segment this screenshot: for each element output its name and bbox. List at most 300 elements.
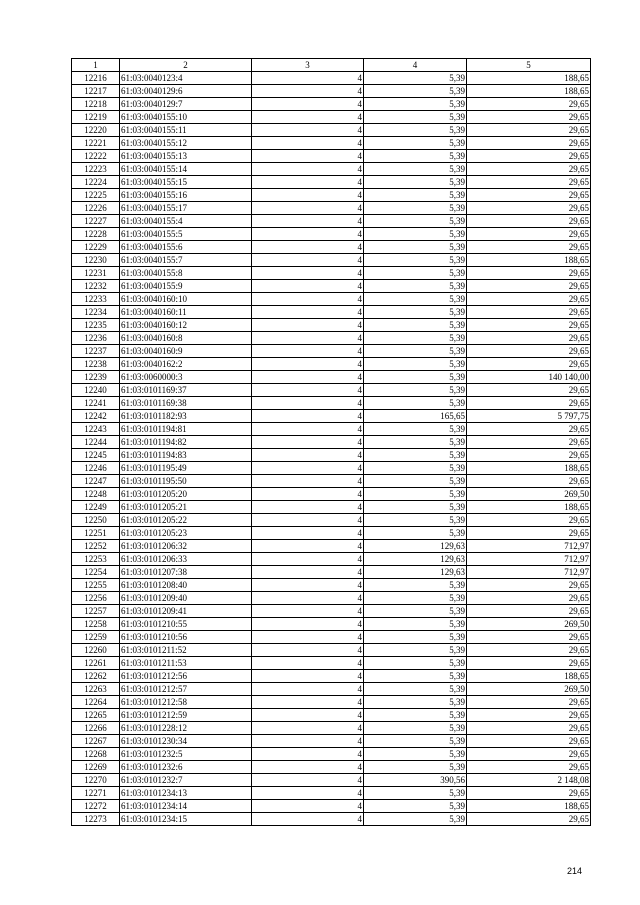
cadastral-number-cell: 61:03:0040155:17 bbox=[120, 202, 252, 215]
table-row bbox=[72, 384, 591, 397]
column-4-cell: 5,39 bbox=[364, 228, 467, 241]
column-4-cell: 5,39 bbox=[364, 345, 467, 358]
table-row bbox=[72, 644, 591, 657]
column-4-cell: 5,39 bbox=[364, 436, 467, 449]
table-row bbox=[72, 345, 591, 358]
cadastral-number-cell: 61:03:0101210:56 bbox=[120, 631, 252, 644]
cadastral-number-cell: 61:03:0101234:14 bbox=[120, 800, 252, 813]
row-number-cell: 12222 bbox=[72, 150, 120, 163]
row-number-cell: 12233 bbox=[72, 293, 120, 306]
table-row bbox=[72, 202, 591, 215]
cadastral-number-cell: 61:03:0101211:53 bbox=[120, 657, 252, 670]
cadastral-number-cell: 61:03:0101232:6 bbox=[120, 761, 252, 774]
column-5-cell: 29,65 bbox=[467, 722, 591, 735]
cadastral-number-cell: 61:03:0101209:40 bbox=[120, 592, 252, 605]
table-row bbox=[72, 657, 591, 670]
row-number-cell: 12221 bbox=[72, 137, 120, 150]
table-row bbox=[72, 436, 591, 449]
column-3-cell: 4 bbox=[252, 202, 364, 215]
column-3-cell: 4 bbox=[252, 215, 364, 228]
column-4-cell: 5,39 bbox=[364, 332, 467, 345]
column-3-cell: 4 bbox=[252, 293, 364, 306]
table-row bbox=[72, 527, 591, 540]
column-3-cell: 4 bbox=[252, 384, 364, 397]
column-5-cell: 29,65 bbox=[467, 579, 591, 592]
cadastral-number-cell: 61:03:0040155:9 bbox=[120, 280, 252, 293]
column-4-cell: 5,39 bbox=[364, 709, 467, 722]
column-3-cell: 4 bbox=[252, 254, 364, 267]
column-4-cell: 5,39 bbox=[364, 605, 467, 618]
cadastral-number-cell: 61:03:0040160:10 bbox=[120, 293, 252, 306]
column-4-cell: 5,39 bbox=[364, 319, 467, 332]
row-number-cell: 12249 bbox=[72, 501, 120, 514]
column-4-cell: 390,56 bbox=[364, 774, 467, 787]
column-4-cell: 5,39 bbox=[364, 618, 467, 631]
cadastral-number-cell: 61:03:0101232:7 bbox=[120, 774, 252, 787]
row-number-cell: 12273 bbox=[72, 813, 120, 826]
table-row bbox=[72, 267, 591, 280]
column-4-cell: 5,39 bbox=[364, 683, 467, 696]
row-number-cell: 12270 bbox=[72, 774, 120, 787]
table-row bbox=[72, 124, 591, 137]
column-3-cell: 4 bbox=[252, 501, 364, 514]
column-4-cell: 5,39 bbox=[364, 514, 467, 527]
column-5-cell: 29,65 bbox=[467, 631, 591, 644]
column-3-cell: 4 bbox=[252, 241, 364, 254]
table-row bbox=[72, 553, 591, 566]
table-row bbox=[72, 800, 591, 813]
row-number-cell: 12231 bbox=[72, 267, 120, 280]
column-4-cell: 5,39 bbox=[364, 293, 467, 306]
table-row bbox=[72, 631, 591, 644]
cadastral-number-cell: 61:03:0101212:57 bbox=[120, 683, 252, 696]
cadastral-number-cell: 61:03:0101207:38 bbox=[120, 566, 252, 579]
row-number-cell: 12268 bbox=[72, 748, 120, 761]
table-row bbox=[72, 501, 591, 514]
column-3-cell: 4 bbox=[252, 267, 364, 280]
column-4-cell: 5,39 bbox=[364, 254, 467, 267]
cadastral-number-cell: 61:03:0101232:5 bbox=[120, 748, 252, 761]
column-4-cell: 5,39 bbox=[364, 267, 467, 280]
column-3-cell: 4 bbox=[252, 683, 364, 696]
cadastral-number-cell: 61:03:0101195:49 bbox=[120, 462, 252, 475]
column-3-cell: 4 bbox=[252, 436, 364, 449]
table-row bbox=[72, 228, 591, 241]
table-row bbox=[72, 397, 591, 410]
column-4-cell: 5,39 bbox=[364, 85, 467, 98]
cadastral-number-cell: 61:03:0040155:6 bbox=[120, 241, 252, 254]
column-5-cell: 29,65 bbox=[467, 449, 591, 462]
column-3-cell: 4 bbox=[252, 176, 364, 189]
cadastral-number-cell: 61:03:0101195:50 bbox=[120, 475, 252, 488]
column-4-cell: 5,39 bbox=[364, 280, 467, 293]
column-5-cell: 188,65 bbox=[467, 462, 591, 475]
row-number-cell: 12259 bbox=[72, 631, 120, 644]
row-number-cell: 12239 bbox=[72, 371, 120, 384]
column-3-cell: 4 bbox=[252, 98, 364, 111]
row-number-cell: 12248 bbox=[72, 488, 120, 501]
column-5-cell: 29,65 bbox=[467, 644, 591, 657]
column-3-cell: 4 bbox=[252, 488, 364, 501]
row-number-cell: 12238 bbox=[72, 358, 120, 371]
cadastral-number-cell: 61:03:0101194:82 bbox=[120, 436, 252, 449]
column-5-cell: 29,65 bbox=[467, 189, 591, 202]
cadastral-number-cell: 61:03:0040160:8 bbox=[120, 332, 252, 345]
column-5-cell: 269,50 bbox=[467, 488, 591, 501]
row-number-cell: 12224 bbox=[72, 176, 120, 189]
row-number-cell: 12254 bbox=[72, 566, 120, 579]
column-4-cell: 5,39 bbox=[364, 475, 467, 488]
column-5-cell: 29,65 bbox=[467, 176, 591, 189]
row-number-cell: 12266 bbox=[72, 722, 120, 735]
column-5-cell: 29,65 bbox=[467, 748, 591, 761]
column-5-cell: 29,65 bbox=[467, 163, 591, 176]
row-number-cell: 12264 bbox=[72, 696, 120, 709]
column-5-cell: 29,65 bbox=[467, 319, 591, 332]
cadastral-number-cell: 61:03:0040155:16 bbox=[120, 189, 252, 202]
cadastral-number-cell: 61:03:0040160:11 bbox=[120, 306, 252, 319]
column-4-cell: 5,39 bbox=[364, 462, 467, 475]
row-number-cell: 12257 bbox=[72, 605, 120, 618]
column-4-cell: 5,39 bbox=[364, 592, 467, 605]
column-5-cell: 29,65 bbox=[467, 267, 591, 280]
column-5-cell: 29,65 bbox=[467, 475, 591, 488]
table-row bbox=[72, 722, 591, 735]
column-4-cell: 5,39 bbox=[364, 488, 467, 501]
column-4-cell: 5,39 bbox=[364, 176, 467, 189]
column-5-cell: 29,65 bbox=[467, 345, 591, 358]
cadastral-number-cell: 61:03:0101210:55 bbox=[120, 618, 252, 631]
column-3-cell: 4 bbox=[252, 605, 364, 618]
table-header-row bbox=[72, 59, 591, 72]
table-row bbox=[72, 85, 591, 98]
cadastral-number-cell: 61:03:0101211:52 bbox=[120, 644, 252, 657]
page-number: 214 bbox=[566, 866, 582, 876]
column-3-cell: 4 bbox=[252, 228, 364, 241]
table-row bbox=[72, 254, 591, 267]
column-4-cell: 5,39 bbox=[364, 787, 467, 800]
row-number-cell: 12220 bbox=[72, 124, 120, 137]
column-3-cell: 4 bbox=[252, 722, 364, 735]
table-row bbox=[72, 475, 591, 488]
column-4-cell: 5,39 bbox=[364, 358, 467, 371]
cadastral-number-cell: 61:03:0040155:10 bbox=[120, 111, 252, 124]
table-row bbox=[72, 241, 591, 254]
column-3-cell: 4 bbox=[252, 761, 364, 774]
row-number-cell: 12245 bbox=[72, 449, 120, 462]
cadastral-number-cell: 61:03:0040123:4 bbox=[120, 72, 252, 85]
row-number-cell: 12232 bbox=[72, 280, 120, 293]
column-5-cell: 29,65 bbox=[467, 358, 591, 371]
column-5-cell: 29,65 bbox=[467, 241, 591, 254]
row-number-cell: 12260 bbox=[72, 644, 120, 657]
table-row bbox=[72, 137, 591, 150]
row-number-cell: 12242 bbox=[72, 410, 120, 423]
column-header-4: 4 bbox=[364, 59, 467, 72]
column-header-5: 5 bbox=[467, 59, 591, 72]
column-4-cell: 5,39 bbox=[364, 449, 467, 462]
table-row bbox=[72, 215, 591, 228]
column-3-cell: 4 bbox=[252, 163, 364, 176]
column-5-cell: 29,65 bbox=[467, 293, 591, 306]
row-number-cell: 12228 bbox=[72, 228, 120, 241]
table-body bbox=[72, 72, 591, 826]
column-4-cell: 5,39 bbox=[364, 657, 467, 670]
cadastral-number-cell: 61:03:0101206:33 bbox=[120, 553, 252, 566]
column-3-cell: 4 bbox=[252, 618, 364, 631]
row-number-cell: 12230 bbox=[72, 254, 120, 267]
column-5-cell: 29,65 bbox=[467, 657, 591, 670]
column-5-cell: 29,65 bbox=[467, 332, 591, 345]
table-row bbox=[72, 683, 591, 696]
row-number-cell: 12216 bbox=[72, 72, 120, 85]
table-row bbox=[72, 163, 591, 176]
column-5-cell: 712,97 bbox=[467, 553, 591, 566]
column-3-cell: 4 bbox=[252, 735, 364, 748]
cadastral-number-cell: 61:03:0101234:15 bbox=[120, 813, 252, 826]
cadastral-number-cell: 61:03:0101205:21 bbox=[120, 501, 252, 514]
table-row bbox=[72, 813, 591, 826]
table-row bbox=[72, 176, 591, 189]
cadastral-number-cell: 61:03:0060000:3 bbox=[120, 371, 252, 384]
column-5-cell: 269,50 bbox=[467, 618, 591, 631]
cadastral-number-cell: 61:03:0101205:22 bbox=[120, 514, 252, 527]
column-5-cell: 712,97 bbox=[467, 566, 591, 579]
table-row bbox=[72, 189, 591, 202]
table-row bbox=[72, 423, 591, 436]
column-4-cell: 5,39 bbox=[364, 189, 467, 202]
table-row bbox=[72, 735, 591, 748]
column-3-cell: 4 bbox=[252, 189, 364, 202]
column-3-cell: 4 bbox=[252, 592, 364, 605]
row-number-cell: 12253 bbox=[72, 553, 120, 566]
row-number-cell: 12226 bbox=[72, 202, 120, 215]
column-5-cell: 712,97 bbox=[467, 540, 591, 553]
column-5-cell: 29,65 bbox=[467, 124, 591, 137]
cadastral-number-cell: 61:03:0101194:83 bbox=[120, 449, 252, 462]
column-3-cell: 4 bbox=[252, 514, 364, 527]
column-3-cell: 4 bbox=[252, 774, 364, 787]
column-4-cell: 5,39 bbox=[364, 137, 467, 150]
column-5-cell: 29,65 bbox=[467, 111, 591, 124]
row-number-cell: 12251 bbox=[72, 527, 120, 540]
table-row bbox=[72, 98, 591, 111]
table-row bbox=[72, 332, 591, 345]
column-3-cell: 4 bbox=[252, 527, 364, 540]
table-row bbox=[72, 579, 591, 592]
column-3-cell: 4 bbox=[252, 462, 364, 475]
column-3-cell: 4 bbox=[252, 748, 364, 761]
cadastral-number-cell: 61:03:0101228:12 bbox=[120, 722, 252, 735]
column-4-cell: 5,39 bbox=[364, 215, 467, 228]
cadastral-number-cell: 61:03:0101169:37 bbox=[120, 384, 252, 397]
cadastral-number-cell: 61:03:0101234:13 bbox=[120, 787, 252, 800]
row-number-cell: 12255 bbox=[72, 579, 120, 592]
table-row bbox=[72, 761, 591, 774]
column-4-cell: 129,63 bbox=[364, 566, 467, 579]
column-3-cell: 4 bbox=[252, 332, 364, 345]
table-row bbox=[72, 774, 591, 787]
table-row bbox=[72, 293, 591, 306]
column-3-cell: 4 bbox=[252, 449, 364, 462]
column-3-cell: 4 bbox=[252, 319, 364, 332]
column-4-cell: 5,39 bbox=[364, 163, 467, 176]
table-row bbox=[72, 358, 591, 371]
column-4-cell: 5,39 bbox=[364, 527, 467, 540]
row-number-cell: 12227 bbox=[72, 215, 120, 228]
table-row bbox=[72, 306, 591, 319]
cadastral-number-cell: 61:03:0040155:12 bbox=[120, 137, 252, 150]
column-4-cell: 5,39 bbox=[364, 397, 467, 410]
column-5-cell: 29,65 bbox=[467, 397, 591, 410]
column-3-cell: 4 bbox=[252, 657, 364, 670]
table-row bbox=[72, 787, 591, 800]
cadastral-number-cell: 61:03:0101212:56 bbox=[120, 670, 252, 683]
column-4-cell: 5,39 bbox=[364, 813, 467, 826]
column-3-cell: 4 bbox=[252, 540, 364, 553]
column-4-cell: 5,39 bbox=[364, 800, 467, 813]
cadastral-number-cell: 61:03:0040160:9 bbox=[120, 345, 252, 358]
column-5-cell: 29,65 bbox=[467, 423, 591, 436]
column-4-cell: 5,39 bbox=[364, 98, 467, 111]
column-5-cell: 5 797,75 bbox=[467, 410, 591, 423]
column-5-cell: 188,65 bbox=[467, 72, 591, 85]
cadastral-number-cell: 61:03:0040155:13 bbox=[120, 150, 252, 163]
column-5-cell: 188,65 bbox=[467, 85, 591, 98]
column-5-cell: 29,65 bbox=[467, 215, 591, 228]
cadastral-number-cell: 61:03:0040155:11 bbox=[120, 124, 252, 137]
column-5-cell: 188,65 bbox=[467, 670, 591, 683]
row-number-cell: 12258 bbox=[72, 618, 120, 631]
column-3-cell: 4 bbox=[252, 670, 364, 683]
column-4-cell: 5,39 bbox=[364, 722, 467, 735]
column-4-cell: 5,39 bbox=[364, 501, 467, 514]
row-number-cell: 12263 bbox=[72, 683, 120, 696]
column-4-cell: 5,39 bbox=[364, 306, 467, 319]
row-number-cell: 12241 bbox=[72, 397, 120, 410]
cadastral-number-cell: 61:03:0101182:93 bbox=[120, 410, 252, 423]
table-row bbox=[72, 670, 591, 683]
row-number-cell: 12262 bbox=[72, 670, 120, 683]
column-3-cell: 4 bbox=[252, 306, 364, 319]
column-header-3: 3 bbox=[252, 59, 364, 72]
table-row bbox=[72, 748, 591, 761]
column-4-cell: 5,39 bbox=[364, 670, 467, 683]
cadastral-number-cell: 61:03:0040155:7 bbox=[120, 254, 252, 267]
column-4-cell: 5,39 bbox=[364, 631, 467, 644]
column-5-cell: 29,65 bbox=[467, 98, 591, 111]
column-4-cell: 5,39 bbox=[364, 150, 467, 163]
cadastral-number-cell: 61:03:0101206:32 bbox=[120, 540, 252, 553]
table-row bbox=[72, 72, 591, 85]
column-3-cell: 4 bbox=[252, 345, 364, 358]
column-3-cell: 4 bbox=[252, 631, 364, 644]
column-5-cell: 29,65 bbox=[467, 150, 591, 163]
column-3-cell: 4 bbox=[252, 111, 364, 124]
row-number-cell: 12219 bbox=[72, 111, 120, 124]
column-5-cell: 29,65 bbox=[467, 813, 591, 826]
column-3-cell: 4 bbox=[252, 813, 364, 826]
column-4-cell: 129,63 bbox=[364, 540, 467, 553]
row-number-cell: 12243 bbox=[72, 423, 120, 436]
row-number-cell: 12235 bbox=[72, 319, 120, 332]
column-4-cell: 5,39 bbox=[364, 761, 467, 774]
column-header-1: 1 bbox=[72, 59, 120, 72]
column-header-2: 2 bbox=[120, 59, 252, 72]
column-5-cell: 29,65 bbox=[467, 735, 591, 748]
column-4-cell: 5,39 bbox=[364, 696, 467, 709]
row-number-cell: 12223 bbox=[72, 163, 120, 176]
cadastral-number-cell: 61:03:0101212:59 bbox=[120, 709, 252, 722]
column-5-cell: 29,65 bbox=[467, 761, 591, 774]
cadastral-number-cell: 61:03:0101209:41 bbox=[120, 605, 252, 618]
table-row bbox=[72, 488, 591, 501]
row-number-cell: 12234 bbox=[72, 306, 120, 319]
column-3-cell: 4 bbox=[252, 579, 364, 592]
column-4-cell: 5,39 bbox=[364, 241, 467, 254]
column-5-cell: 188,65 bbox=[467, 254, 591, 267]
table-row bbox=[72, 371, 591, 384]
column-5-cell: 29,65 bbox=[467, 527, 591, 540]
cadastral-number-cell: 61:03:0101230:34 bbox=[120, 735, 252, 748]
table-row bbox=[72, 605, 591, 618]
column-3-cell: 4 bbox=[252, 566, 364, 579]
column-5-cell: 29,65 bbox=[467, 137, 591, 150]
column-3-cell: 4 bbox=[252, 397, 364, 410]
cadastral-number-cell: 61:03:0040155:15 bbox=[120, 176, 252, 189]
cadastral-number-cell: 61:03:0040155:4 bbox=[120, 215, 252, 228]
row-number-cell: 12225 bbox=[72, 189, 120, 202]
row-number-cell: 12250 bbox=[72, 514, 120, 527]
column-3-cell: 4 bbox=[252, 137, 364, 150]
cadastral-number-cell: 61:03:0040162:2 bbox=[120, 358, 252, 371]
table-row bbox=[72, 540, 591, 553]
column-4-cell: 129,63 bbox=[364, 553, 467, 566]
table-row bbox=[72, 111, 591, 124]
table-row bbox=[72, 592, 591, 605]
column-5-cell: 29,65 bbox=[467, 202, 591, 215]
column-3-cell: 4 bbox=[252, 644, 364, 657]
column-4-cell: 5,39 bbox=[364, 748, 467, 761]
table-row bbox=[72, 709, 591, 722]
column-5-cell: 2 148,08 bbox=[467, 774, 591, 787]
column-4-cell: 5,39 bbox=[364, 423, 467, 436]
table-row bbox=[72, 696, 591, 709]
cadastral-number-cell: 61:03:0040155:14 bbox=[120, 163, 252, 176]
column-3-cell: 4 bbox=[252, 371, 364, 384]
column-3-cell: 4 bbox=[252, 475, 364, 488]
row-number-cell: 12237 bbox=[72, 345, 120, 358]
row-number-cell: 12236 bbox=[72, 332, 120, 345]
column-3-cell: 4 bbox=[252, 800, 364, 813]
column-4-cell: 5,39 bbox=[364, 72, 467, 85]
cadastral-number-cell: 61:03:0040155:5 bbox=[120, 228, 252, 241]
cadastral-number-cell: 61:03:0101205:20 bbox=[120, 488, 252, 501]
column-4-cell: 5,39 bbox=[364, 124, 467, 137]
column-4-cell: 5,39 bbox=[364, 384, 467, 397]
column-3-cell: 4 bbox=[252, 553, 364, 566]
column-3-cell: 4 bbox=[252, 709, 364, 722]
cadastral-number-cell: 61:03:0040155:8 bbox=[120, 267, 252, 280]
column-5-cell: 29,65 bbox=[467, 228, 591, 241]
row-number-cell: 12272 bbox=[72, 800, 120, 813]
column-5-cell: 188,65 bbox=[467, 800, 591, 813]
column-3-cell: 4 bbox=[252, 696, 364, 709]
row-number-cell: 12265 bbox=[72, 709, 120, 722]
row-number-cell: 12247 bbox=[72, 475, 120, 488]
column-4-cell: 5,39 bbox=[364, 644, 467, 657]
table-row bbox=[72, 566, 591, 579]
